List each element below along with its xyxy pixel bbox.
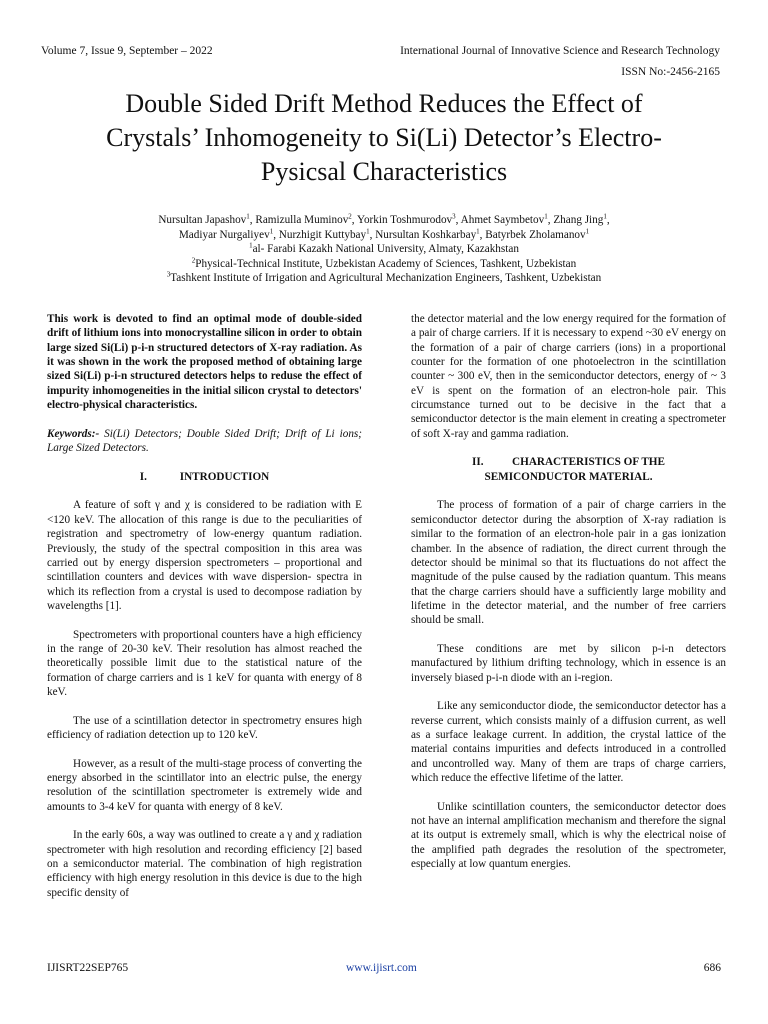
page-number: 686 bbox=[703, 962, 721, 974]
issn: ISSN No:-2456-2165 bbox=[621, 66, 720, 78]
keywords-label: Keywords:- bbox=[47, 427, 100, 440]
paragraph: The use of a scintillation detector in spectrometry ensures high efficiency of radiation detection up to 120 keV. bbox=[47, 714, 362, 741]
affiliation: $^3$Tashkent Institute of Irrigation and Agricultural Mechanization Engineers, Tashkent, Uzbekistan bbox=[166, 270, 602, 285]
abstract: This work is devoted to find an optimal mode of double-sided drift of lithium ions into monocrystalline silicon in order to obtain large sized Si(Li) p-i-n structured detectors of X-ray radiation. As it was shown in the work the proposed method of obtaining large sized Si(Li) p-i-n structured detectors helps to reduse the effect of impurity inhomogeneities in the initial silicon crystal to detectors' electro-physical characteristics. bbox=[47, 313, 362, 412]
keywords bbox=[47, 427, 362, 456]
paragraph: Unlike scintillation counters, the semiconductor detector does not have an internal amplification mechanism and therefore the signal at its output is extremely small, which is why the electrical noise of the amplified path degrades the resolution of the spectrometer, especially at low quantum energies. bbox=[411, 800, 726, 871]
paragraph: However, as a result of the multi-stage process of converting the energy absorbed in the scintillator into an electric pulse, the energy resolution of the scintillation spectrometer is extremely wide and amounts to 3-4 keV for quanta with energy of 8 keV. bbox=[47, 757, 362, 813]
paragraph: These conditions are met by silicon p-i-n detectors manufactured by lithium drifting technology, which in essence is an inversely biased p-i-n diode with an i-region. bbox=[411, 642, 726, 684]
paragraph: A feature of soft γ and χ is considered to be radiation with E <120 keV. The allocation of this range is due to the peculiarities of registration and spectrometry of low-energy quantum radiation. Previously, the study of the spectral composition in this area was carried out by energy dispersion spectrometers – proportional and scintillation counters and devices with wave dispersion- spectra in which its reflection from a crystal is used to decompose radiation by wavelengths [1]. bbox=[47, 499, 362, 612]
paragraph: In the early 60s, a way was outlined to create a γ and χ radiation spectrometer with high resolution and recording efficiency [2] based on a semiconductor material. The combination of high registration efficiency with high energy resolution in this device is due to the high specific density of bbox=[47, 829, 362, 899]
article-code: IJISRT22SEP765 bbox=[47, 962, 129, 974]
title-line: Crystals’ Inhomogeneity to Si(Li) Detector’s Electro- bbox=[106, 123, 662, 152]
title-line: Pysicsal Characteristics bbox=[260, 157, 508, 186]
section-heading-introduction: I. INTRODUCTION bbox=[139, 470, 270, 483]
paper-title bbox=[40, 87, 728, 189]
keywords-text: Si(Li) Detectors; Double Sided Drift; Drift of Li ions; Large Sized Detectors. bbox=[47, 427, 362, 455]
paragraph: Spectrometers with proportional counters have a high efficiency in the range of 20-30 keV. Their resolution has almost reached the theoretically possible limit due to the statistical nature of the formation of charge carriers and is 1 keV for quanta with energy of 8 keV. bbox=[47, 628, 362, 698]
affiliation: $^1$al- Farabi Kazakh National University, Almaty, Kazakhstan bbox=[249, 241, 519, 256]
section-heading-characteristics: II. CHARACTERISTICS OF THE SEMICONDUCTOR MATERIAL. bbox=[472, 456, 665, 483]
paragraph: the detector material and the low energy required for the formation of a pair of charge carriers. If it is necessary to expend ~30 eV energy on the formation of a pair of charge carriers (ions) in a proportional counter for the formation of one photoelectron in the scintillation counter ~ 300 eV, then in the semiconductor detectors, energy of ~ 3 eV is spent on the formation of an electron-hole pair. This circumstance turned out to be decisive in the fact that a semiconductor detector is the main element in creating a spectrometer of soft X-ray and gamma radiation. bbox=[411, 313, 726, 440]
left-column bbox=[47, 312, 362, 914]
author-line: Nursultan Japashov$^1$, Ramizulla Muminov$^2$, Yorkin Toshmurodov$^3$, Ahmet Saymbetov$^1$, Zhang Jing$^1$, bbox=[158, 212, 610, 226]
author-block bbox=[40, 213, 728, 286]
title-line: Double Sided Drift Method Reduces the Effect of bbox=[125, 89, 643, 118]
volume-issue: Volume 7, Issue 9, September – 2022 bbox=[41, 45, 213, 57]
paragraph: The process of formation of a pair of charge carriers in the semiconductor detector during the absorption of X-ray radiation is similar to the formation of an electron-hole pair in a gas ionization chamber. In the absence of radiation, the direct current through the detector should be minimal so that its fluctuations do not affect the magnitude of the pulse caused by the radiation quantum. This means that the charge carriers should have a sufficiently large mobility and lifetime in the detector material, and the number of free carriers should be small. bbox=[411, 499, 726, 627]
journal-name: International Journal of Innovative Science and Research Technology bbox=[400, 45, 720, 57]
paragraph: Like any semiconductor diode, the semiconductor detector has a reverse current, which consists mainly of a diffusion current, as well as a surface leakage current. In addition, the crystal lattice of the material contains impurities and defects introduced in a controlled and uncontrolled way. Many of them are traps of charge carriers, which reduce the effective lifetime of the latter. bbox=[411, 700, 726, 784]
right-column bbox=[411, 312, 726, 886]
journal-link[interactable]: www.ijisrt.com bbox=[346, 962, 417, 974]
author-line: Madiyar Nurgaliyev$^1$, Nurzhigit Kuttybay$^1$, Nursultan Koshkarbay$^1$, Batyrbek Zholamanov$^1$ bbox=[178, 226, 590, 241]
affiliation: $^2$Physical-Technical Institute, Uzbekistan Academy of Sciences, Tashkent, Uzbekistan bbox=[191, 256, 577, 270]
